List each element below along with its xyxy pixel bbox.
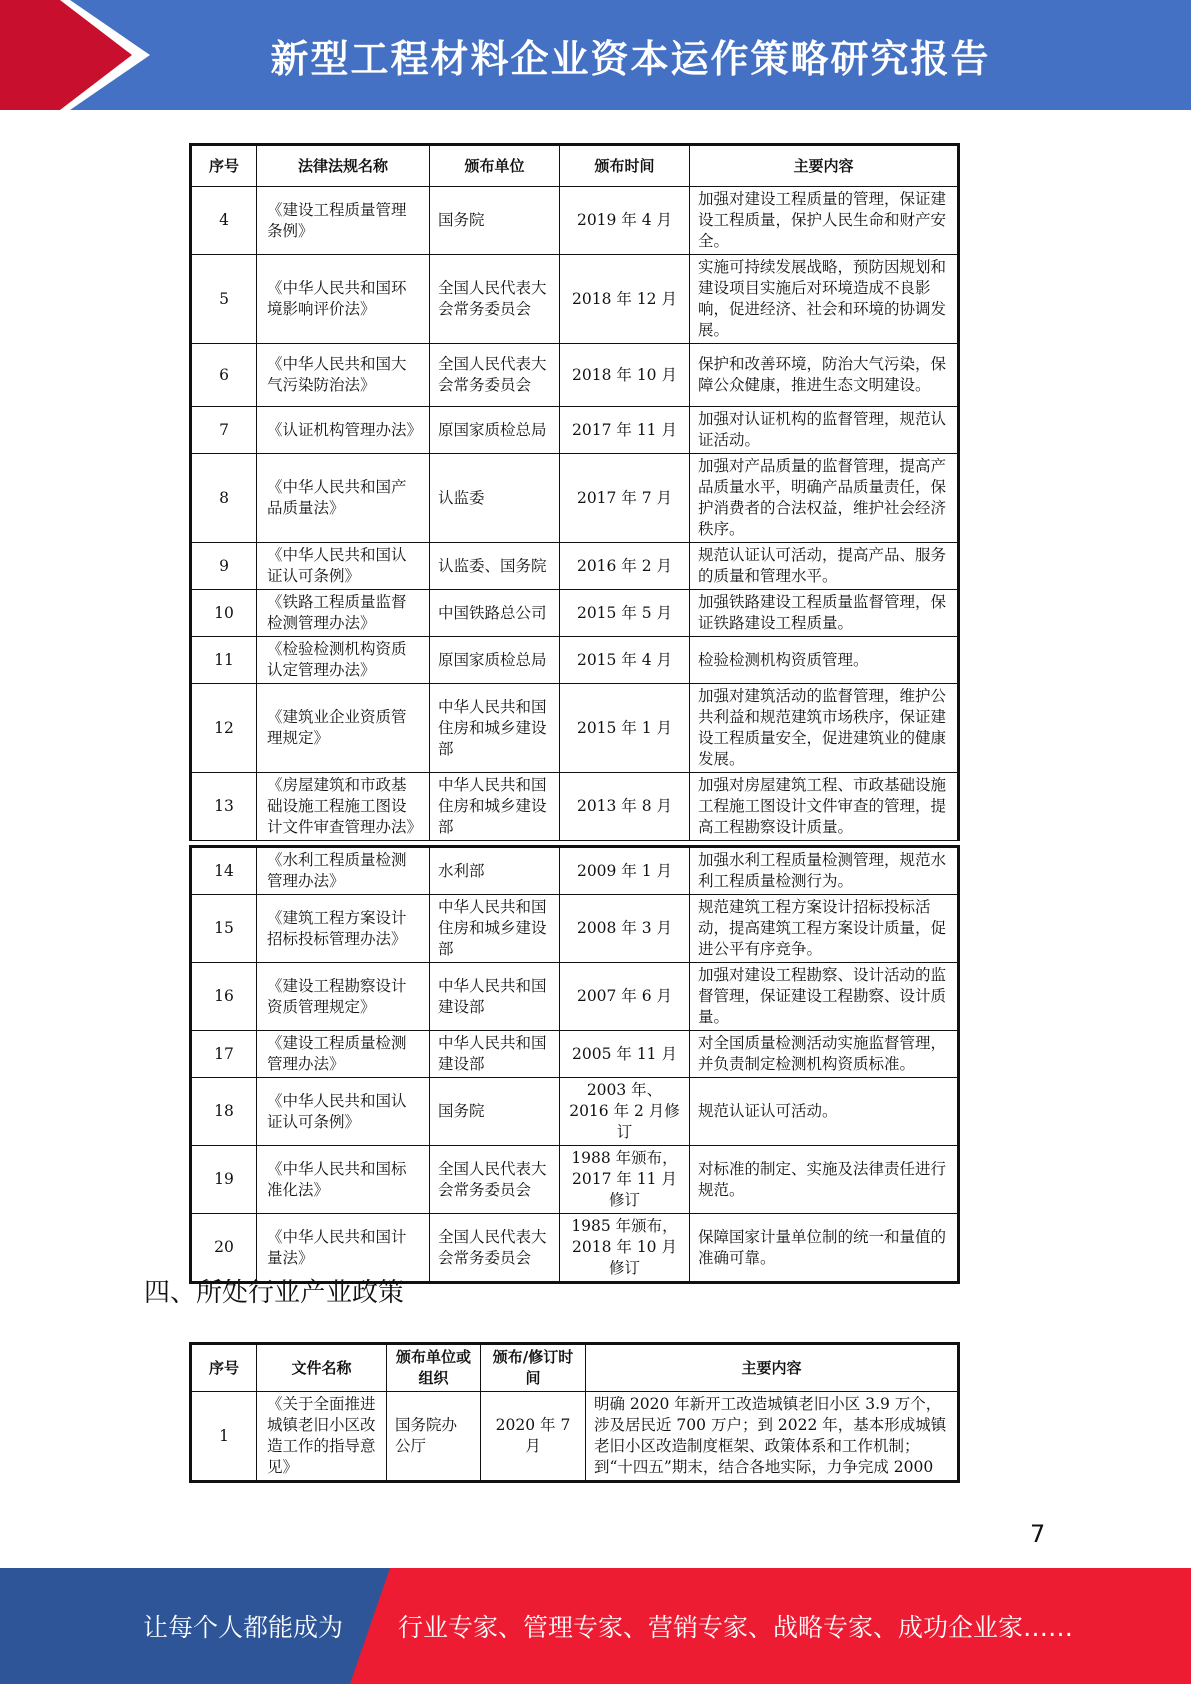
policy-table-body [191, 1392, 959, 1482]
col-header-name: 法律法规名称 [257, 145, 430, 187]
row-issuer-cell: 中华人民共和国建设部 [430, 963, 560, 1031]
table-row [191, 344, 959, 407]
row-date-cell: 2018 年 12 月 [560, 255, 690, 344]
col-header-no: 序号 [191, 145, 257, 187]
row-number-cell: 19 [191, 1146, 257, 1214]
row-number-cell: 6 [191, 344, 257, 407]
laws-table-body [191, 187, 959, 841]
row-issuer-cell: 中华人民共和国住房和城乡建设部 [430, 773, 560, 841]
row-issuer-cell: 原国家质检总局 [430, 407, 560, 454]
row-issuer-cell: 国务院 [430, 187, 560, 255]
row-date-cell: 2008 年 3 月 [560, 895, 690, 963]
row-date-cell: 2005 年 11 月 [560, 1031, 690, 1078]
row-date-cell: 2016 年 2 月 [560, 543, 690, 590]
col-header-content: 主要内容 [586, 1344, 959, 1392]
row-date-cell: 1988 年颁布，2017 年 11 月修订 [560, 1146, 690, 1214]
row-content-cell: 加强水利工程质量检测管理，规范水利工程质量检测行为。 [690, 847, 959, 895]
row-issuer-cell: 国务院 [430, 1078, 560, 1146]
row-name-cell: 《建筑工程方案设计招标投标管理办法》 [257, 895, 430, 963]
row-number-cell: 20 [191, 1214, 257, 1283]
row-number-cell: 4 [191, 187, 257, 255]
row-name-cell: 《建设工程质量管理条例》 [257, 187, 430, 255]
row-date-cell: 2015 年 4 月 [560, 637, 690, 684]
table-row [191, 543, 959, 590]
row-content-cell: 规范建筑工程方案设计招标投标活动，提高建筑工程方案设计质量，促进公平有序竞争。 [690, 895, 959, 963]
table-row [191, 637, 959, 684]
table-header-row [191, 145, 959, 187]
row-content-cell: 加强对认证机构的监督管理，规范认证活动。 [690, 407, 959, 454]
row-issuer-cell: 认监委、国务院 [430, 543, 560, 590]
section-heading: 四、所处行业产业政策 [144, 1278, 405, 1308]
row-number-cell: 18 [191, 1078, 257, 1146]
row-issuer-cell: 认监委 [430, 454, 560, 543]
laws-table-part-1 [189, 143, 960, 841]
footer-slogan-right: 行业专家、管理专家、营销专家、战略专家、成功企业家…… [398, 1613, 1074, 1642]
col-header-date: 颁布时间 [560, 145, 690, 187]
row-issuer-cell: 中华人民共和国住房和城乡建设部 [430, 895, 560, 963]
header-arrow-decoration [0, 0, 150, 110]
table-row [191, 255, 959, 344]
row-content-cell: 实施可持续发展战略，预防因规划和建设项目实施后对环境造成不良影响，促进经济、社会和环境的协调发展。 [690, 255, 959, 344]
footer-slogan-left: 让每个人都能成为 [143, 1613, 344, 1642]
row-issuer-cell: 原国家质检总局 [430, 637, 560, 684]
table-row [191, 895, 959, 963]
row-number-cell: 11 [191, 637, 257, 684]
row-date-cell: 2020 年 7 月 [481, 1392, 586, 1482]
table-row [191, 963, 959, 1031]
policy-table [189, 1342, 960, 1483]
row-content-cell: 检验检测机构资质管理。 [690, 637, 959, 684]
row-issuer-cell: 全国人民代表大会常务委员会 [430, 255, 560, 344]
row-content-cell: 规范认证认可活动，提高产品、服务的质量和管理水平。 [690, 543, 959, 590]
row-issuer-cell: 中华人民共和国建设部 [430, 1031, 560, 1078]
row-issuer-cell: 全国人民代表大会常务委员会 [430, 344, 560, 407]
row-name-cell: 《中华人民共和国环境影响评价法》 [257, 255, 430, 344]
table-row [191, 590, 959, 637]
row-issuer-cell: 中华人民共和国住房和城乡建设部 [430, 684, 560, 773]
row-issuer-cell: 国务院办公厅 [387, 1392, 481, 1482]
row-date-cell: 2017 年 7 月 [560, 454, 690, 543]
row-content-cell: 加强对产品质量的监督管理，提高产品质量水平，明确产品质量责任，保护消费者的合法权益，维护社会经济秩序。 [690, 454, 959, 543]
table-row [191, 1392, 959, 1482]
table-row [191, 407, 959, 454]
row-number-cell: 15 [191, 895, 257, 963]
page-number: 7 [1030, 1520, 1046, 1548]
row-number-cell: 12 [191, 684, 257, 773]
row-content-cell: 保障国家计量单位制的统一和量值的准确可靠。 [690, 1214, 959, 1283]
report-title: 新型工程材料企业资本运作策略研究报告 [270, 36, 991, 81]
table-row [191, 1031, 959, 1078]
row-date-cell: 2015 年 5 月 [560, 590, 690, 637]
row-date-cell: 2009 年 1 月 [560, 847, 690, 895]
row-issuer-cell: 全国人民代表大会常务委员会 [430, 1146, 560, 1214]
row-number-cell: 16 [191, 963, 257, 1031]
row-number-cell: 7 [191, 407, 257, 454]
row-number-cell: 14 [191, 847, 257, 895]
col-header-name: 文件名称 [257, 1344, 387, 1392]
row-date-cell: 2013 年 8 月 [560, 773, 690, 841]
row-content-cell: 对全国质量检测活动实施监督管理，并负责制定检测机构资质标准。 [690, 1031, 959, 1078]
row-content-cell: 加强对建设工程质量的管理，保证建设工程质量，保护人民生命和财产安全。 [690, 187, 959, 255]
page-footer [0, 1568, 1191, 1684]
row-date-cell: 2007 年 6 月 [560, 963, 690, 1031]
row-name-cell: 《认证机构管理办法》 [257, 407, 430, 454]
row-name-cell: 《房屋建筑和市政基础设施工程施工图设计文件审查管理办法》 [257, 773, 430, 841]
row-issuer-cell: 中国铁路总公司 [430, 590, 560, 637]
col-header-no: 序号 [191, 1344, 257, 1392]
row-name-cell: 《水利工程质量检测管理办法》 [257, 847, 430, 895]
row-name-cell: 《建设工程勘察设计资质管理规定》 [257, 963, 430, 1031]
row-date-cell: 2017 年 11 月 [560, 407, 690, 454]
row-date-cell: 2019 年 4 月 [560, 187, 690, 255]
row-name-cell: 《中华人民共和国认证认可条例》 [257, 1078, 430, 1146]
col-header-date: 颁布/修订时间 [481, 1344, 586, 1392]
row-content-cell: 规范认证认可活动。 [690, 1078, 959, 1146]
row-content-cell: 明确 2020 年新开工改造城镇老旧小区 3.9 万个，涉及居民近 700 万户；到 2022 年，基本形成城镇老旧小区改造制度框架、政策体系和工作机制；到“十四五”期末，结合各地实际，力争完成 2000 [586, 1392, 959, 1482]
table-row [191, 1146, 959, 1214]
row-content-cell: 保护和改善环境，防治大气污染，保障公众健康，推进生态文明建设。 [690, 344, 959, 407]
row-name-cell: 《中华人民共和国产品质量法》 [257, 454, 430, 543]
row-name-cell: 《铁路工程质量监督检测管理办法》 [257, 590, 430, 637]
row-number-cell: 1 [191, 1392, 257, 1482]
row-name-cell: 《中华人民共和国标准化法》 [257, 1146, 430, 1214]
row-content-cell: 加强对房屋建筑工程、市政基础设施工程施工图设计文件审查的管理，提高工程勘察设计质量。 [690, 773, 959, 841]
row-date-cell: 2003 年、2016 年 2 月修订 [560, 1078, 690, 1146]
table-row [191, 454, 959, 543]
col-header-issuer: 颁布单位或组织 [387, 1344, 481, 1392]
row-name-cell: 《建设工程质量检测管理办法》 [257, 1031, 430, 1078]
row-name-cell: 《关于全面推进城镇老旧小区改造工作的指导意见》 [257, 1392, 387, 1482]
row-name-cell: 《中华人民共和国大气污染防治法》 [257, 344, 430, 407]
table-row [191, 773, 959, 841]
page-header [0, 0, 1191, 110]
col-header-issuer: 颁布单位 [430, 145, 560, 187]
row-name-cell: 《中华人民共和国认证认可条例》 [257, 543, 430, 590]
row-number-cell: 5 [191, 255, 257, 344]
row-number-cell: 8 [191, 454, 257, 543]
row-issuer-cell: 水利部 [430, 847, 560, 895]
row-number-cell: 17 [191, 1031, 257, 1078]
row-name-cell: 《建筑业企业资质管理规定》 [257, 684, 430, 773]
row-content-cell: 加强对建设工程勘察、设计活动的监督管理，保证建设工程勘察、设计质量。 [690, 963, 959, 1031]
table-row [191, 847, 959, 895]
row-date-cell: 2018 年 10 月 [560, 344, 690, 407]
table-row [191, 1078, 959, 1146]
row-content-cell: 加强铁路建设工程质量监督管理，保证铁路建设工程质量。 [690, 590, 959, 637]
row-name-cell: 《中华人民共和国计量法》 [257, 1214, 430, 1283]
row-number-cell: 10 [191, 590, 257, 637]
row-date-cell: 2015 年 1 月 [560, 684, 690, 773]
row-content-cell: 对标准的制定、实施及法律责任进行规范。 [690, 1146, 959, 1214]
laws-table-body [191, 847, 959, 1283]
laws-table-part-2 [189, 845, 960, 1284]
row-name-cell: 《检验检测机构资质认定管理办法》 [257, 637, 430, 684]
table-row [191, 684, 959, 773]
row-issuer-cell: 全国人民代表大会常务委员会 [430, 1214, 560, 1283]
row-date-cell: 1985 年颁布，2018 年 10 月修订 [560, 1214, 690, 1283]
row-content-cell: 加强对建筑活动的监督管理，维护公共利益和规范建筑市场秩序，保证建设工程质量安全，促进建筑业的健康发展。 [690, 684, 959, 773]
table-row [191, 187, 959, 255]
row-number-cell: 13 [191, 773, 257, 841]
row-number-cell: 9 [191, 543, 257, 590]
col-header-content: 主要内容 [690, 145, 959, 187]
table-header-row [191, 1344, 959, 1392]
